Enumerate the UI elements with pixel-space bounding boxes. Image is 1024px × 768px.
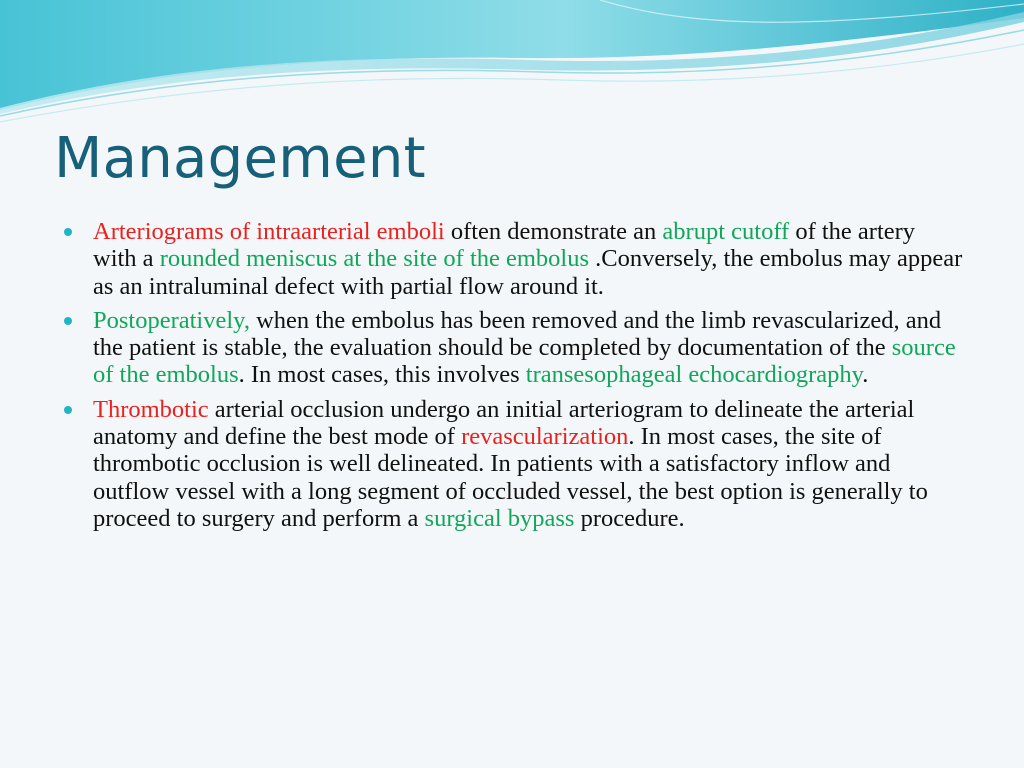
body-text: often demonstrate an bbox=[444, 218, 663, 245]
bullet-item-thrombotic bbox=[64, 396, 964, 532]
body-text: . In most cases, the site of thrombotic occlusion is well delineated. In patients with a satisfactory inflow and outflow vessel with a long segment of occluded vessel, the best option is generally to proceed to surgery and perform a bbox=[93, 423, 928, 532]
header-wave-decoration bbox=[0, 0, 1024, 130]
highlight-green: abrupt cutoff bbox=[662, 218, 790, 245]
bullet-list bbox=[64, 218, 964, 539]
highlight-green: surgical bypass bbox=[424, 504, 575, 532]
highlight-green: source of the embolus bbox=[93, 334, 956, 389]
bullet-dot-icon bbox=[64, 317, 72, 325]
body-text: when the embolus has been removed and the limb revascularized, and the patient is stable, the evaluation should be completed by documentation of the bbox=[93, 306, 942, 362]
body-text: . bbox=[862, 361, 869, 389]
body-text: .Conversely, the embolus may appear as an intraluminal defect with partial flow around it. bbox=[93, 245, 963, 300]
highlight-red: revascularization bbox=[461, 423, 629, 451]
bullet-dot-icon bbox=[64, 406, 72, 414]
body-text: . In most cases, this involves bbox=[238, 361, 526, 389]
highlight-green: Postoperatively, bbox=[93, 306, 250, 334]
body-text: arterial occlusion undergo an initial arteriogram to delineate the arterial anatomy and define the best mode of bbox=[93, 395, 915, 451]
body-text: of the artery with a bbox=[93, 218, 916, 273]
bullet-item-postoperatively bbox=[64, 307, 964, 389]
highlight-green: rounded meniscus at the site of the embolus bbox=[159, 245, 590, 273]
bullet-dot-icon bbox=[64, 228, 72, 236]
body-text: procedure. bbox=[574, 504, 685, 532]
slide-title: Management bbox=[54, 126, 426, 191]
bullet-item-arteriograms bbox=[64, 218, 964, 300]
highlight-green: transesophageal echocardiography bbox=[525, 361, 863, 389]
highlight-red: Arteriograms of intraarterial emboli bbox=[93, 218, 445, 245]
highlight-red: Thrombotic bbox=[93, 395, 209, 423]
